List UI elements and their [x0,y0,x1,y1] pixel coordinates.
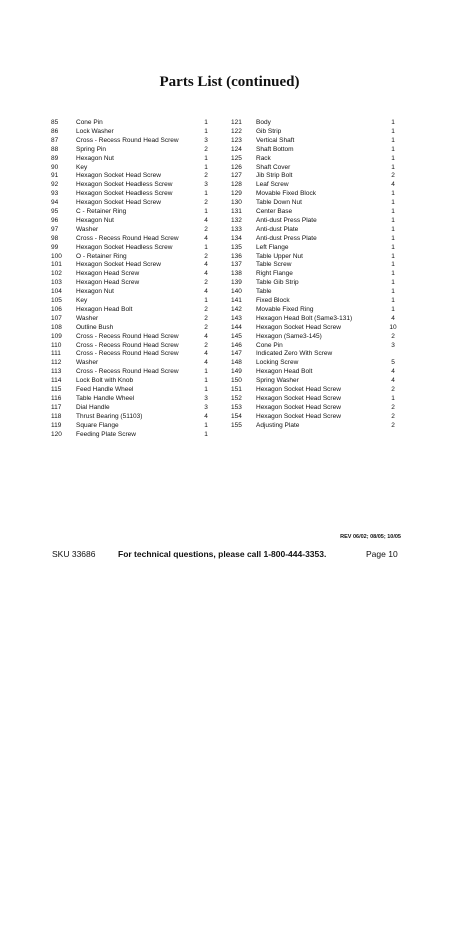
part-quantity: 1 [391,234,395,242]
parts-row [231,287,406,296]
part-description: Hexagon Socket Headless Screw [76,190,173,198]
part-quantity: 2 [204,323,208,331]
parts-row [51,358,226,367]
parts-row [51,171,226,180]
part-quantity: 1 [391,279,395,287]
part-description: Cross - Recess Round Head Screw [76,234,179,242]
parts-row [231,358,406,367]
part-description: Hexagon Head Bolt [76,305,133,313]
part-quantity: 1 [204,430,208,438]
part-description: Rack [256,154,271,162]
part-number: 132 [231,216,242,224]
part-number: 147 [231,350,242,358]
parts-row [231,314,406,323]
part-number: 151 [231,386,242,393]
part-number: 152 [231,394,242,402]
part-description: Center Base [256,208,293,215]
parts-row [51,189,226,198]
part-number: 136 [231,252,242,260]
part-quantity: 2 [391,386,395,393]
part-description: Feeding Plate Screw [76,430,136,438]
part-quantity: 4 [204,412,208,420]
part-description: Indicated Zero With Screw [256,350,333,358]
part-number: 104 [51,288,62,296]
part-number: 105 [51,297,62,304]
parts-row [51,145,226,154]
part-number: 88 [51,145,59,153]
part-description: Movable Fixed Block [256,190,316,198]
part-quantity: 1 [391,163,395,171]
part-description: Hexagon Socket Head Screw [256,412,341,420]
part-quantity: 1 [391,119,395,126]
parts-row [51,341,226,350]
part-description: Shaft Bottom [256,145,294,153]
part-description: Table [256,288,272,296]
parts-row [231,225,406,234]
part-number: 128 [231,181,242,189]
parts-row [231,180,406,189]
part-quantity: 4 [204,288,208,296]
part-description: Left Flange [256,243,289,251]
part-description: Spring Washer [256,377,299,385]
part-number: 130 [231,199,242,207]
parts-row [231,367,406,376]
part-description: Table Handle Wheel [76,394,135,402]
part-number: 155 [231,421,242,429]
part-number: 134 [231,234,242,242]
part-number: 115 [51,386,62,393]
part-number: 90 [51,163,59,171]
parts-row [231,243,406,252]
part-number: 89 [51,154,59,162]
part-number: 112 [51,359,62,367]
part-number: 87 [51,136,59,144]
part-number: 123 [231,136,242,144]
part-number: 95 [51,208,59,215]
part-quantity: 4 [204,234,208,242]
parts-row [231,341,406,350]
part-number: 109 [51,332,62,340]
part-quantity: 10 [389,323,397,331]
part-quantity: 2 [391,412,395,420]
part-description: Hexagon Nut [76,288,114,296]
part-number: 122 [231,127,242,135]
parts-row [51,412,226,421]
part-number: 98 [51,234,59,242]
part-quantity: 4 [391,181,395,189]
part-number: 94 [51,199,59,207]
part-quantity: 4 [204,270,208,278]
parts-row [231,234,406,243]
part-number: 126 [231,163,242,171]
part-description: Square Flange [76,421,119,429]
part-number: 141 [231,297,242,304]
part-quantity: 1 [391,190,395,198]
parts-row [51,243,226,252]
part-description: Movable Fixed Ring [256,305,314,313]
part-description: Hexagon Head Bolt [256,368,313,376]
part-quantity: 1 [204,119,208,126]
part-quantity: 1 [391,297,395,304]
parts-row [51,349,226,358]
part-description: Hexagon Socket Head Screw [256,386,341,393]
part-description: Lock Bolt with Knob [76,377,134,385]
parts-row [51,234,226,243]
part-description: Hexagon Socket Headless Screw [76,181,173,189]
part-number: 129 [231,190,242,198]
parts-row [51,287,226,296]
part-number: 113 [51,368,62,376]
technical-support-note: For technical questions, please call 1-800-444-3353. [118,549,327,559]
part-description: Hexagon (Same3-145) [256,332,322,340]
parts-row [231,118,406,127]
parts-row [51,127,226,136]
part-description: Washer [76,314,99,322]
part-description: Cross - Recess Round Head Screw [76,341,179,349]
parts-row [51,314,226,323]
part-number: 117 [51,403,62,411]
part-quantity: 2 [204,314,208,322]
part-quantity: 1 [391,288,395,296]
part-number: 125 [231,154,242,162]
part-quantity: 2 [204,172,208,180]
part-description: Outline Bush [76,323,114,331]
part-number: 144 [231,323,242,331]
part-description: Hexagon Socket Head Screw [256,323,341,331]
part-number: 118 [51,412,62,420]
part-number: 114 [51,377,62,385]
part-number: 100 [51,252,62,260]
part-quantity: 1 [391,154,395,162]
part-quantity: 1 [204,377,208,385]
part-description: Anti-dust Press Plate [256,234,317,242]
part-quantity: 1 [204,154,208,162]
part-quantity: 3 [204,181,208,189]
parts-row [51,332,226,341]
parts-row [51,421,226,430]
parts-row [231,145,406,154]
part-quantity: 1 [391,270,395,278]
parts-row [51,260,226,269]
parts-row [51,376,226,385]
part-quantity: 4 [391,368,395,376]
part-number: 135 [231,243,242,251]
part-number: 119 [51,421,62,429]
part-number: 101 [51,261,62,269]
part-description: Dial Handle [76,403,110,411]
part-description: Locking Screw [256,359,299,367]
parts-row [231,332,406,341]
part-quantity: 5 [391,359,395,367]
parts-row [231,269,406,278]
parts-row [51,296,226,305]
parts-row [231,412,406,421]
part-description: Fixed Block [256,297,290,304]
parts-row [231,278,406,287]
part-description: Leaf Screw [256,181,289,189]
part-number: 107 [51,314,62,322]
part-number: 102 [51,270,62,278]
part-description: Hexagon Head Bolt (Same3-131) [256,314,353,322]
part-description: O - Retainer Ring [76,252,127,260]
part-description: Jib Strip Bolt [256,172,293,180]
parts-row [231,349,406,358]
part-number: 124 [231,145,242,153]
parts-row [231,403,406,412]
part-description: Right Flange [256,270,293,278]
revision-note: REV 06/02; 08/05; 10/05 [340,534,401,540]
part-quantity: 3 [204,394,208,402]
part-number: 121 [231,119,242,126]
part-quantity: 1 [204,386,208,393]
part-quantity: 1 [391,225,395,233]
part-quantity: 1 [391,208,395,215]
part-quantity: 1 [204,208,208,215]
parts-row [51,252,226,261]
part-description: Hexagon Socket Head Screw [76,199,161,207]
part-quantity: 2 [391,332,395,340]
part-quantity: 1 [204,163,208,171]
parts-row [51,385,226,394]
parts-row [51,430,226,439]
part-quantity: 1 [204,243,208,251]
part-description: Cross - Recess Round Head Screw [76,368,179,376]
part-quantity: 3 [391,341,395,349]
part-quantity: 2 [204,341,208,349]
part-description: Hexagon Socket Head Screw [256,403,341,411]
part-quantity: 4 [391,377,395,385]
part-quantity: 4 [204,261,208,269]
part-quantity: 1 [391,252,395,260]
parts-row [231,421,406,430]
part-quantity: 2 [204,305,208,313]
part-number: 137 [231,261,242,269]
part-description: Washer [76,225,99,233]
part-number: 127 [231,172,242,180]
part-number: 153 [231,403,242,411]
part-quantity: 3 [204,403,208,411]
part-number: 110 [51,341,62,349]
parts-row [231,216,406,225]
part-number: 85 [51,119,59,126]
part-number: 99 [51,243,59,251]
parts-row [51,216,226,225]
part-quantity: 2 [391,421,395,429]
parts-row [231,323,406,332]
part-description: Key [76,297,88,304]
part-number: 138 [231,270,242,278]
parts-row [51,118,226,127]
part-number: 96 [51,216,59,224]
parts-row [51,225,226,234]
part-quantity: 3 [204,136,208,144]
part-number: 142 [231,305,242,313]
part-quantity: 4 [204,359,208,367]
parts-row [51,163,226,172]
part-number: 106 [51,305,62,313]
part-description: Table Screw [256,261,292,269]
part-number: 146 [231,341,242,349]
part-description: Anti-dust Plate [256,225,299,233]
part-quantity: 4 [204,350,208,358]
part-number: 133 [231,225,242,233]
part-number: 145 [231,332,242,340]
parts-row [51,180,226,189]
part-description: C - Retainer Ring [76,208,127,215]
part-description: Thrust Bearing (51103) [76,412,143,420]
parts-row [231,305,406,314]
part-number: 131 [231,208,242,215]
parts-row [51,323,226,332]
part-number: 120 [51,430,62,438]
part-description: Body [256,119,271,126]
parts-row [51,154,226,163]
part-description: Lock Washer [76,127,114,135]
parts-row [231,385,406,394]
part-description: Table Down Nut [256,199,302,207]
part-number: 154 [231,412,242,420]
part-description: Gib Strip [256,127,282,135]
part-description: Washer [76,359,99,367]
part-description: Cross - Recess Round Head Screw [76,350,179,358]
part-description: Hexagon Nut [76,216,114,224]
part-number: 139 [231,279,242,287]
parts-row [51,394,226,403]
part-number: 86 [51,127,59,135]
part-quantity: 4 [204,332,208,340]
part-quantity: 1 [391,394,395,402]
part-number: 91 [51,172,59,180]
parts-row [51,136,226,145]
part-description: Cone Pin [256,341,283,349]
parts-row [51,198,226,207]
part-number: 150 [231,377,242,385]
part-number: 103 [51,279,62,287]
parts-row [231,252,406,261]
part-description: Hexagon Nut [76,154,114,162]
part-number: 92 [51,181,59,189]
part-quantity: 1 [391,136,395,144]
parts-row [231,136,406,145]
parts-row [231,163,406,172]
parts-row [231,171,406,180]
part-quantity: 2 [391,403,395,411]
parts-row [51,207,226,216]
part-description: Hexagon Head Screw [76,279,140,287]
part-quantity: 4 [204,216,208,224]
part-quantity: 1 [204,297,208,304]
part-quantity: 4 [391,314,395,322]
part-description: Table Upper Nut [256,252,303,260]
part-number: 143 [231,314,242,322]
parts-row [51,269,226,278]
part-quantity: 1 [204,421,208,429]
parts-row [231,127,406,136]
part-quantity: 1 [391,145,395,153]
part-number: 148 [231,359,242,367]
sku-label: SKU 33686 [52,549,96,559]
part-description: Cross - Recess Round Head Screw [76,332,179,340]
part-quantity: 1 [204,190,208,198]
part-description: Hexagon Head Screw [76,270,140,278]
part-description: Cone Pin [76,119,103,126]
part-quantity: 1 [391,261,395,269]
part-quantity: 2 [204,279,208,287]
part-quantity: 2 [391,172,395,180]
part-description: Hexagon Socket Head Screw [76,172,161,180]
part-description: Anti-dust Press Plate [256,216,317,224]
parts-row [231,189,406,198]
part-description: Shaft Cover [256,163,291,171]
part-quantity: 1 [204,368,208,376]
part-number: 149 [231,368,242,376]
part-quantity: 1 [391,199,395,207]
part-number: 116 [51,394,62,402]
part-description: Feed Handle Wheel [76,386,134,393]
part-number: 97 [51,225,59,233]
parts-row [51,367,226,376]
parts-list [0,118,459,448]
part-description: Table Gib Strip [256,279,299,287]
part-number: 140 [231,288,242,296]
part-quantity: 1 [204,127,208,135]
part-quantity: 2 [204,252,208,260]
part-quantity: 1 [391,127,395,135]
part-number: 108 [51,323,62,331]
part-description: Vertical Shaft [256,136,295,144]
parts-row [51,305,226,314]
part-quantity: 2 [204,225,208,233]
parts-row [231,260,406,269]
part-quantity: 1 [391,305,395,313]
part-number: 111 [51,350,61,358]
page-footer [0,549,459,563]
page-title: Parts List (continued) [159,74,300,90]
parts-row [231,394,406,403]
part-number: 93 [51,190,59,198]
part-description: Cross - Recess Round Head Screw [76,136,179,144]
part-description: Hexagon Socket Head Screw [76,261,161,269]
parts-row [231,198,406,207]
parts-row [231,207,406,216]
parts-row [51,278,226,287]
part-quantity: 2 [204,145,208,153]
part-description: Adjusting Plate [256,421,300,429]
part-description: Key [76,163,88,171]
parts-row [231,376,406,385]
parts-row [231,296,406,305]
page-number: Page 10 [366,549,398,559]
part-description: Spring Pin [76,145,106,153]
part-description: Hexagon Socket Head Screw [256,394,341,402]
parts-row [51,403,226,412]
part-description: Hexagon Socket Headless Screw [76,243,173,251]
part-quantity: 1 [391,243,395,251]
part-quantity: 2 [204,199,208,207]
parts-row [231,154,406,163]
part-quantity: 1 [391,216,395,224]
